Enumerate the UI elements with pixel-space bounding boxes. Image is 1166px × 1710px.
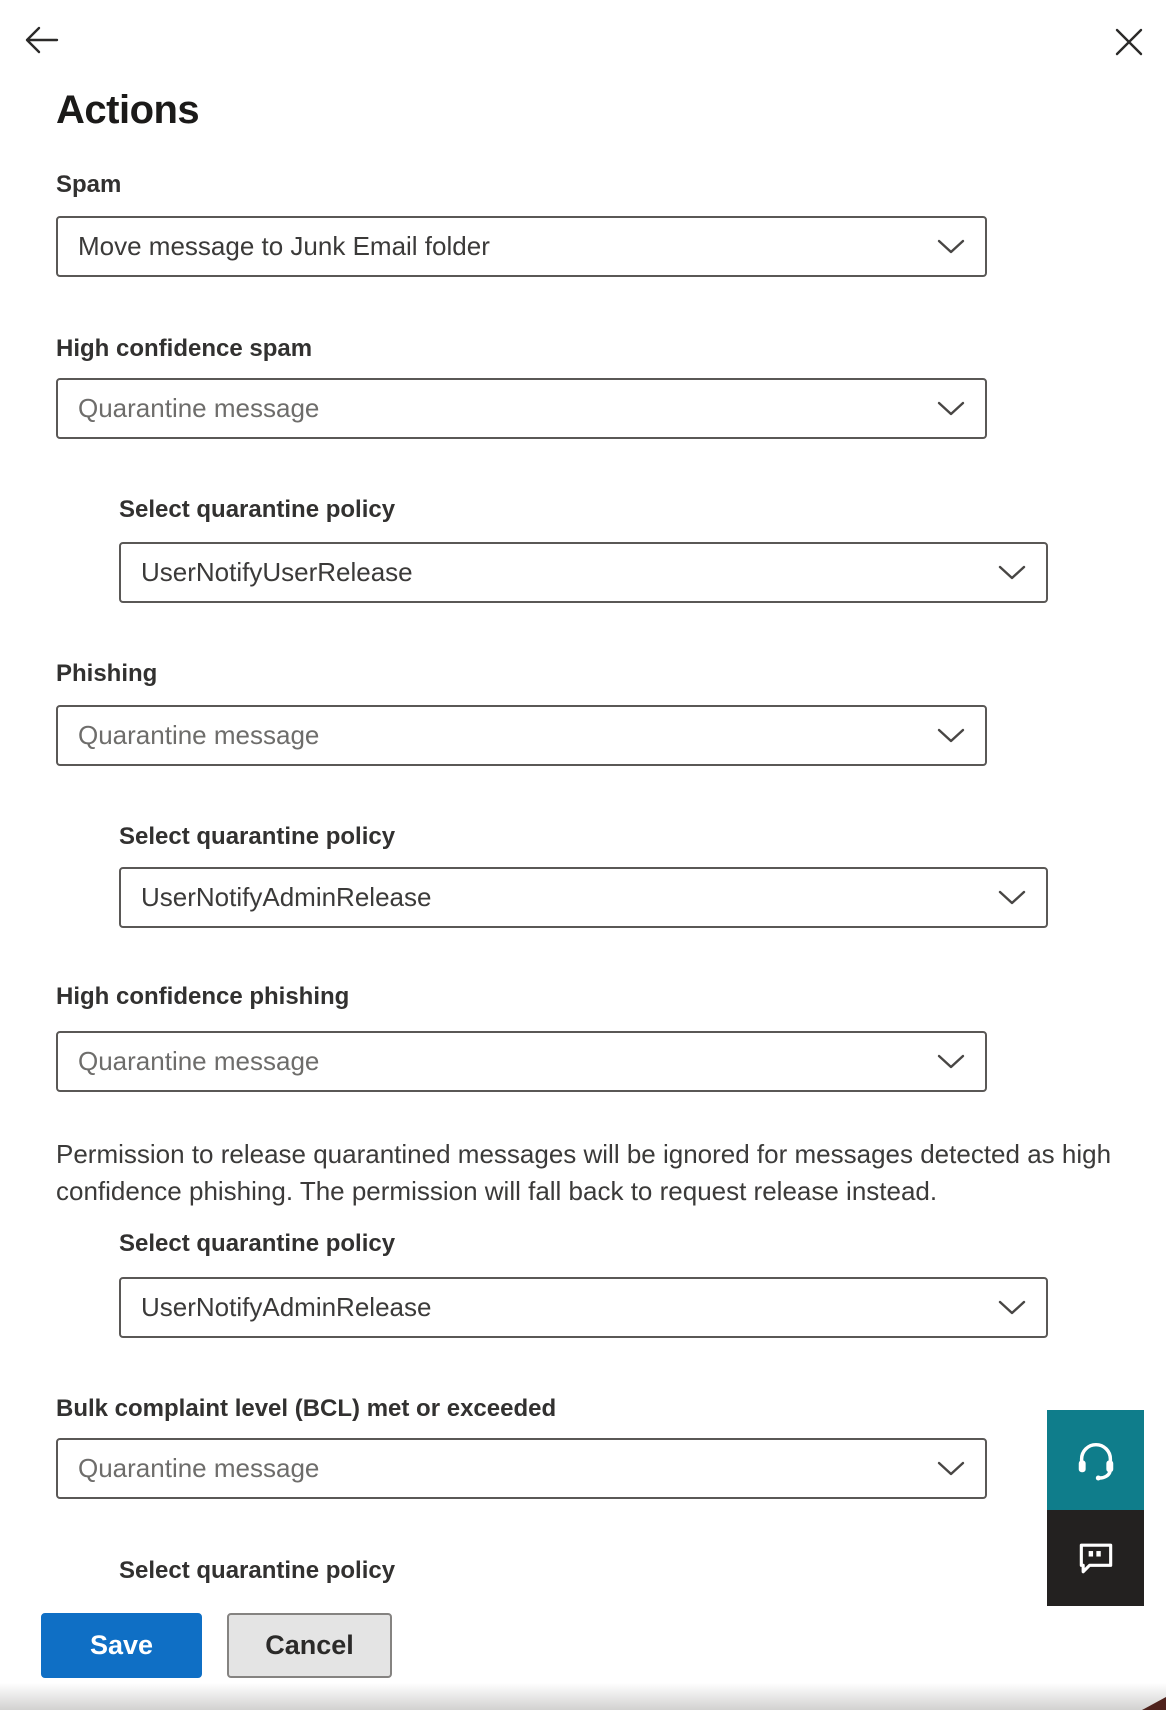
chevron-down-icon	[937, 401, 965, 417]
chevron-down-icon	[998, 1300, 1026, 1316]
bcl-action-dropdown[interactable]	[56, 1438, 987, 1499]
chevron-down-icon	[998, 890, 1026, 906]
quarantine-policy-dropdown-spam[interactable]	[119, 542, 1048, 603]
chevron-down-icon	[937, 239, 965, 255]
quarantine-policy-dropdown-phishing[interactable]	[119, 867, 1048, 928]
headset-icon	[1073, 1437, 1119, 1483]
spam-action-dropdown[interactable]	[56, 216, 987, 277]
chevron-down-icon	[998, 565, 1026, 581]
field-label-high-confidence-spam: High confidence spam	[56, 335, 313, 362]
footer-bar	[0, 1591, 1166, 1710]
field-label-select-quarantine-policy: Select quarantine policy	[119, 496, 396, 523]
dropdown-value: Quarantine message	[78, 1453, 320, 1483]
field-label-bcl: Bulk complaint level (BCL) met or exceeded	[56, 1395, 557, 1422]
chevron-down-icon	[937, 1054, 965, 1070]
cancel-button[interactable]: Cancel	[227, 1613, 392, 1678]
field-label-select-quarantine-policy: Select quarantine policy	[119, 1230, 396, 1257]
close-button[interactable]	[1110, 26, 1148, 58]
footer-bottom-fade	[0, 1683, 1166, 1710]
field-label-phishing: Phishing	[56, 660, 158, 687]
high-confidence-spam-action-dropdown[interactable]	[56, 378, 987, 439]
dropdown-value: Move message to Junk Email folder	[78, 231, 490, 261]
dropdown-value: Quarantine message	[78, 393, 320, 423]
quarantine-policy-dropdown-high-confidence-phishing[interactable]	[119, 1277, 1048, 1338]
back-button[interactable]	[22, 24, 60, 56]
high-confidence-phishing-action-dropdown[interactable]	[56, 1031, 987, 1092]
field-label-spam: Spam	[56, 171, 122, 198]
page-title: Actions	[56, 88, 200, 132]
dropdown-value: Quarantine message	[78, 1046, 320, 1076]
dropdown-value: Quarantine message	[78, 720, 320, 750]
chevron-down-icon	[937, 728, 965, 744]
chevron-down-icon	[937, 1461, 965, 1477]
close-icon	[1114, 27, 1144, 57]
save-button[interactable]: Save	[41, 1613, 202, 1678]
high-confidence-phishing-note: Permission to release quarantined messages will be ignored for messages detected as high confidence phishing. The permission will fall back to request release instead.	[56, 1139, 1112, 1206]
help-support-button[interactable]	[1047, 1410, 1144, 1510]
dropdown-value: UserNotifyUserRelease	[141, 557, 413, 587]
field-label-select-quarantine-policy-clipped: Select quarantine policy	[119, 1557, 396, 1584]
phishing-action-dropdown[interactable]	[56, 705, 987, 766]
feedback-icon	[1074, 1536, 1118, 1580]
dropdown-value: UserNotifyAdminRelease	[141, 882, 432, 912]
arrow-left-icon	[23, 24, 59, 56]
field-label-select-quarantine-policy: Select quarantine policy	[119, 823, 396, 850]
feedback-button[interactable]	[1047, 1510, 1144, 1606]
dropdown-value: UserNotifyAdminRelease	[141, 1292, 432, 1322]
field-label-high-confidence-phishing: High confidence phishing	[56, 983, 350, 1010]
